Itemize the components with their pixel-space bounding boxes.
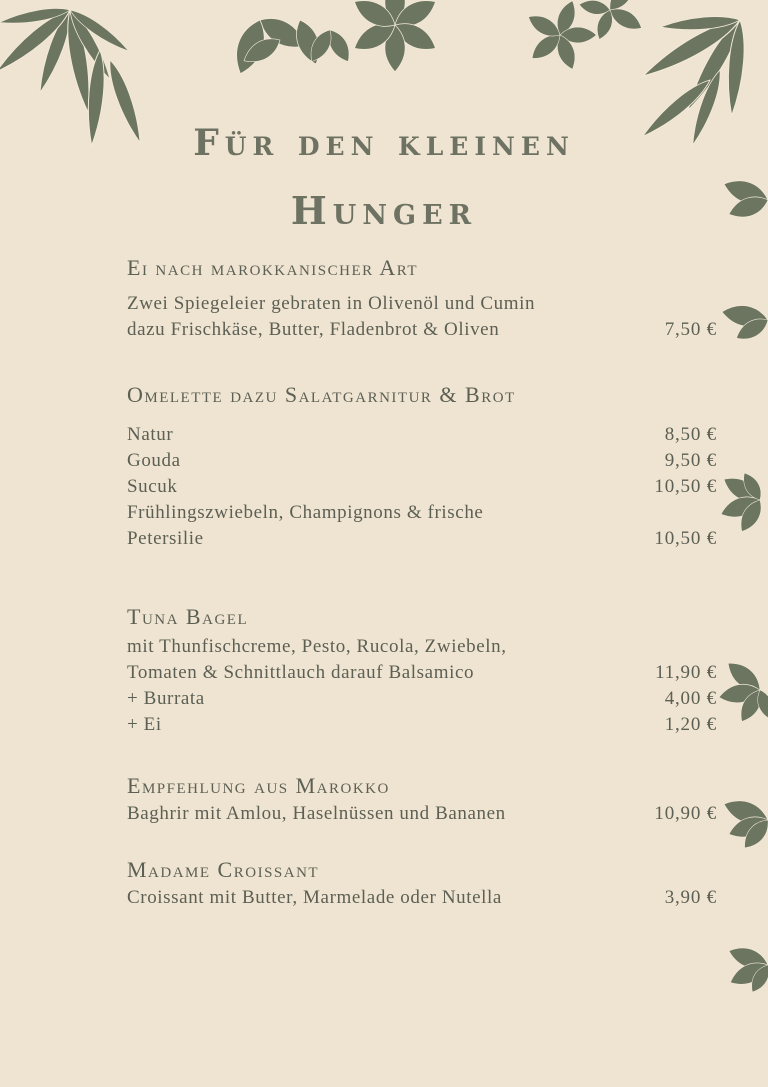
item-price: 10,50 € <box>654 528 717 549</box>
item-description: mit Thunfischcreme, Pesto, Rucola, Zwiebeln, <box>127 636 507 657</box>
menu-section-omelette <box>127 382 717 552</box>
item-description: Sucuk <box>127 476 178 497</box>
menu-section-madame-croissant <box>127 857 717 911</box>
item-price: 8,50 € <box>664 424 717 445</box>
menu-item <box>127 712 717 738</box>
section-heading: Ei nach marokkanischer Art <box>127 255 419 280</box>
menu-item <box>127 686 717 712</box>
item-description: Natur <box>127 424 174 445</box>
item-price: 9,50 € <box>664 450 717 471</box>
section-heading: Omelette dazu Salatgarnitur & Brot <box>127 382 516 407</box>
item-description: + Ei <box>127 714 162 735</box>
item-price: 1,20 € <box>664 714 717 735</box>
menu-item <box>127 885 717 911</box>
item-description: Frühlingszwiebeln, Champignons & frische <box>127 502 484 523</box>
item-price: 3,90 € <box>664 887 717 908</box>
menu-item <box>127 500 717 526</box>
menu-item <box>127 448 717 474</box>
menu-item <box>127 526 717 552</box>
page-title-line-2: Hunger <box>290 188 478 233</box>
menu-item <box>127 801 717 827</box>
menu-section-ei <box>127 255 717 343</box>
section-heading: Tuna Bagel <box>127 604 249 629</box>
item-description: Croissant mit Butter, Marmelade oder Nutella <box>127 887 502 908</box>
menu-item <box>127 317 717 343</box>
menu-item <box>127 660 717 686</box>
item-description: dazu Frischkäse, Butter, Fladenbrot & Oliven <box>127 319 500 340</box>
menu-section-tuna-bagel <box>127 604 717 738</box>
menu-item <box>127 634 717 660</box>
item-price: 4,00 € <box>664 688 717 709</box>
menu-item <box>127 474 717 500</box>
item-description: + Burrata <box>127 688 205 709</box>
item-description: Petersilie <box>127 528 204 549</box>
menu-item <box>127 422 717 448</box>
item-description: Baghrir mit Amlou, Haselnüssen und Bananen <box>127 803 506 824</box>
item-price: 10,50 € <box>654 476 717 497</box>
menu-item <box>127 291 717 317</box>
item-description: Gouda <box>127 450 181 471</box>
item-description: Zwei Spiegeleier gebraten in Olivenöl und Cumin <box>127 293 536 314</box>
section-heading: Empfehlung aus Marokko <box>127 773 390 798</box>
item-description: Tomaten & Schnittlauch darauf Balsamico <box>127 662 475 683</box>
page-title-line-1: Für den kleinen <box>193 122 575 164</box>
item-price: 10,90 € <box>654 803 717 824</box>
item-price: 11,90 € <box>655 662 717 683</box>
menu-section-empfehlung <box>127 773 717 827</box>
item-price: 7,50 € <box>664 319 717 340</box>
section-heading: Madame Croissant <box>127 857 320 882</box>
